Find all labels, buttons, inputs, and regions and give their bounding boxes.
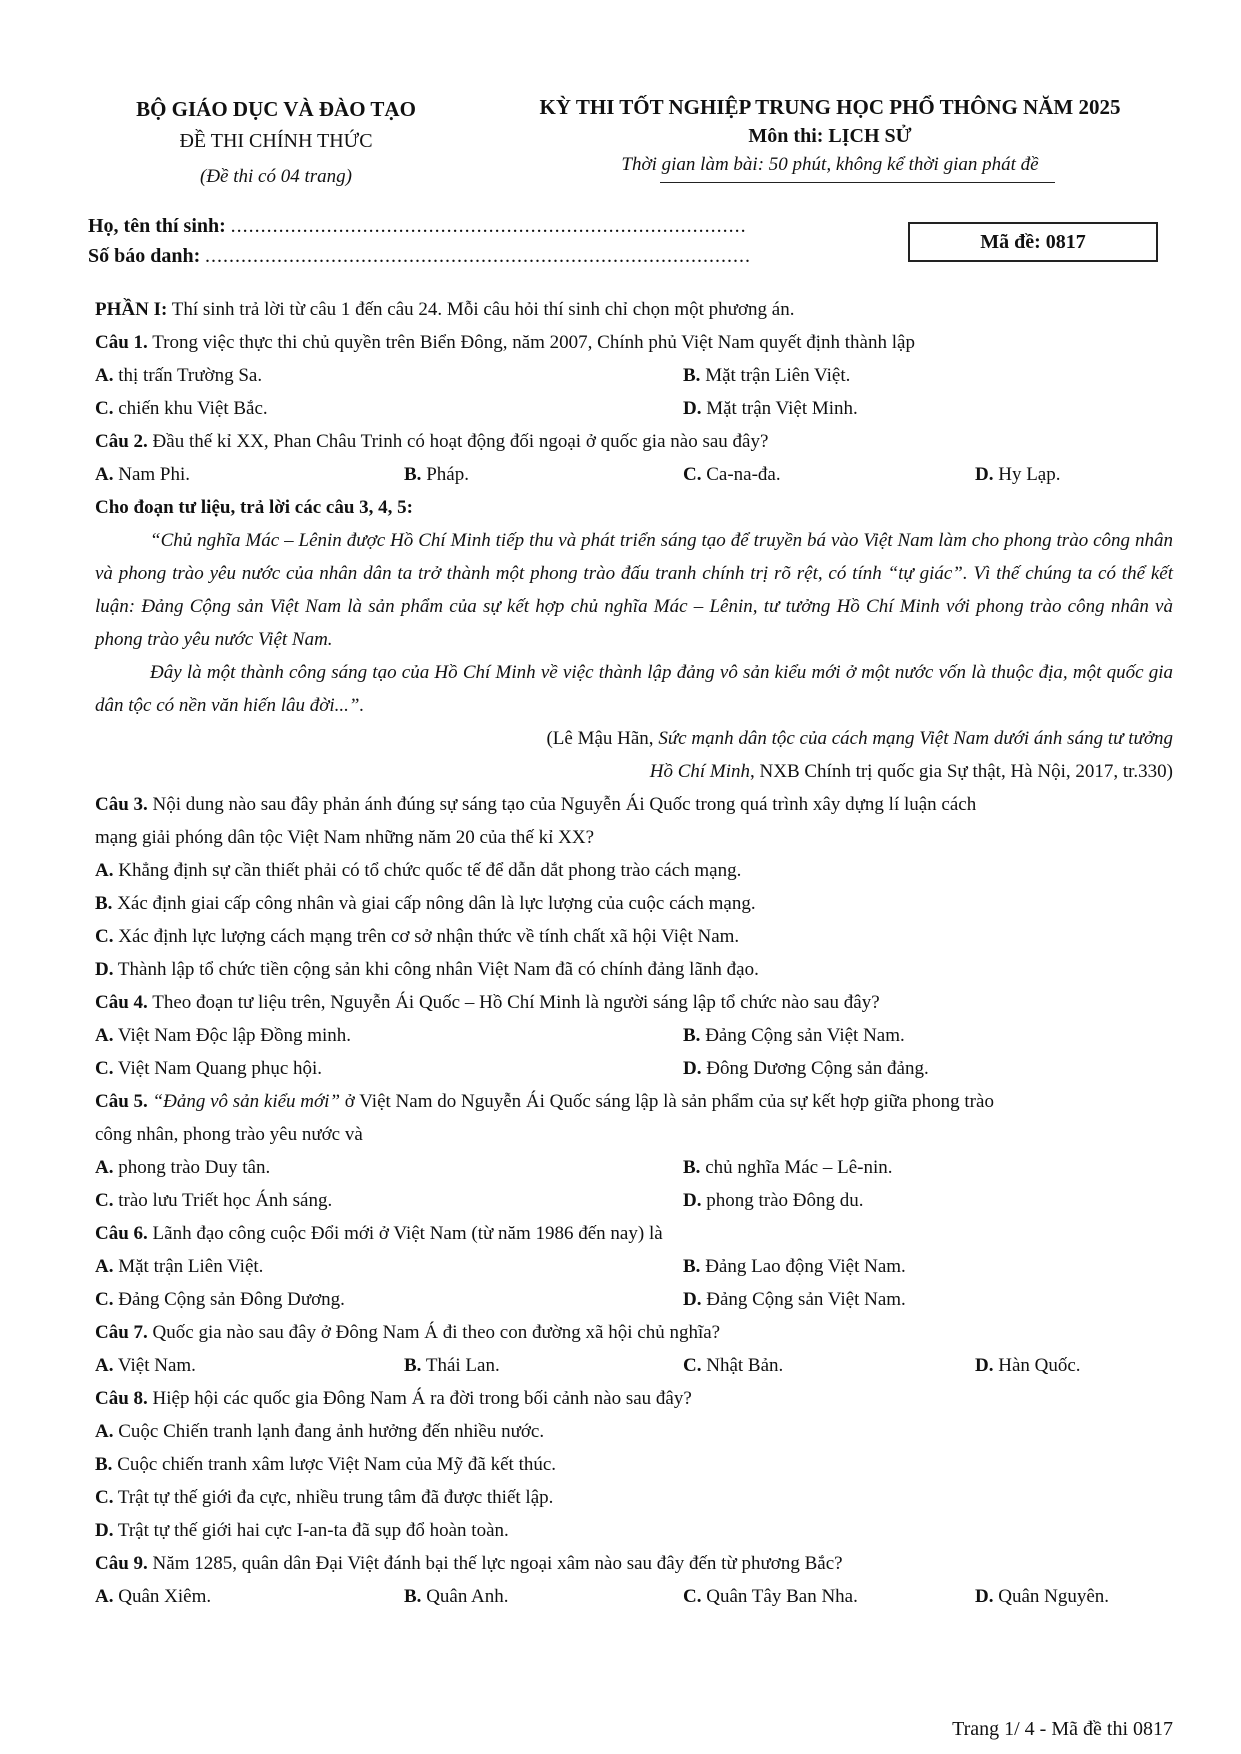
- question-1: Câu 1. Trong việc thực thi chủ quyền trên Biển Đông, năm 2007, Chính phủ Việt Nam quyết định thành lập: [95, 332, 915, 353]
- q5-option-b: B. chủ nghĩa Mác – Lê-nin.: [683, 1157, 893, 1178]
- q9-option-b: B. Quân Anh.: [404, 1586, 509, 1607]
- q6-option-c: C. Đảng Cộng sản Đông Dương.: [95, 1289, 345, 1310]
- time-underline: [660, 182, 1055, 183]
- q2-option-c: C. Ca-na-đa.: [683, 464, 781, 485]
- subject-title: Môn thi: LỊCH SỬ: [748, 125, 912, 147]
- q7-option-b: B. Thái Lan.: [404, 1355, 500, 1376]
- name-label: Họ, tên thí sinh:: [88, 215, 226, 237]
- q6-option-d: D. Đảng Cộng sản Việt Nam.: [683, 1289, 906, 1310]
- name-field: [88, 215, 747, 238]
- official-label: ĐỀ THI CHÍNH THỨC: [179, 130, 373, 152]
- exam-code-box: Mã đề: 0817: [908, 222, 1158, 262]
- question-7: Câu 7. Quốc gia nào sau đây ở Đông Nam Á đi theo con đường xã hội chủ nghĩa?: [95, 1322, 721, 1343]
- passage-source-line-1: (Lê Mậu Hãn, Sức mạnh dân tộc của cách mạng Việt Nam dưới ánh sáng tư tưởng: [546, 728, 1173, 749]
- q1-option-d: D. Mặt trận Việt Minh.: [683, 398, 858, 419]
- question-5: Câu 5. “Đảng vô sản kiểu mới” ở Việt Nam do Nguyễn Ái Quốc sáng lập là sản phẩm của sự kết hợp giữa phong trào: [95, 1091, 994, 1112]
- q8-option-b: B. Cuộc chiến tranh xâm lược Việt Nam của Mỹ đã kết thúc.: [95, 1454, 557, 1475]
- question-3: Câu 3. Nội dung nào sau đây phản ánh đúng sự sáng tạo của Nguyễn Ái Quốc trong quá trình xây dựng lí luận cách: [95, 794, 977, 815]
- passage-intro: Cho đoạn tư liệu, trả lời các câu 3, 4, 5:: [95, 497, 413, 518]
- q7-option-d: D. Hàn Quốc.: [975, 1355, 1081, 1376]
- passage-paragraph-1: “Chủ nghĩa Mác – Lênin được Hồ Chí Minh tiếp thu và phát triển sáng tạo để truyền bá vào Việt Nam làm cho phong trào công nhân và phong trào yêu nước của nhân dân ta trở thành một phong trào đấu tranh chính trị rõ rệt, có tính “tự giác”. Vì thế chúng ta có thể kết luận: Đảng Cộng sản Việt Nam là sản phẩm của sự kết hợp chủ nghĩa Mác – Lênin, tư tưởng Hồ Chí Minh với phong trào công nhân và phong trào yêu nước Việt Nam.: [95, 530, 1173, 650]
- q9-option-c: C. Quân Tây Ban Nha.: [683, 1586, 858, 1607]
- q4-option-c: C. Việt Nam Quang phục hội.: [95, 1058, 323, 1079]
- id-field: [88, 245, 751, 268]
- q6-option-a: A. Mặt trận Liên Việt.: [95, 1256, 264, 1277]
- q3-option-a: A. Khẳng định sự cần thiết phải có tổ chức quốc tế để dẫn dắt phong trào cách mạng.: [95, 860, 742, 881]
- q3-option-b: B. Xác định giai cấp công nhân và giai cấp nông dân là lực lượng của cuộc cách mạng.: [95, 893, 756, 914]
- passage-paragraph-2: Đây là một thành công sáng tạo của Hồ Chí Minh về việc thành lập đảng vô sản kiểu mới ở một nước vốn là thuộc địa, một quốc gia dân tộc có nền văn hiến lâu đời...”.: [95, 662, 1173, 716]
- time-limit: Thời gian làm bài: 50 phút, không kể thời gian phát đề: [621, 154, 1039, 175]
- id-label: Số báo danh:: [88, 245, 201, 267]
- question-4: Câu 4. Theo đoạn tư liệu trên, Nguyễn Ái Quốc – Hồ Chí Minh là người sáng lập tổ chức nào sau đây?: [95, 992, 880, 1013]
- header-left: [88, 92, 464, 194]
- q3-option-c: C. Xác định lực lượng cách mạng trên cơ sở nhận thức về tính chất xã hội Việt Nam.: [95, 926, 740, 947]
- q5-option-a: A. phong trào Duy tân.: [95, 1157, 271, 1178]
- q1-option-b: B. Mặt trận Liên Việt.: [683, 365, 851, 386]
- q2-option-b: B. Pháp.: [404, 464, 469, 485]
- part-instruction: PHẦN I: Thí sinh trả lời từ câu 1 đến câu 24. Mỗi câu hỏi thí sinh chỉ chọn một phương án.: [95, 299, 795, 320]
- passage-quote: [95, 524, 1173, 722]
- q8-option-d: D. Trật tự thế giới hai cực I-an-ta đã sụp đổ hoàn toàn.: [95, 1520, 509, 1541]
- question-5-cont: công nhân, phong trào yêu nước và: [95, 1124, 363, 1145]
- id-dots: ...........................................................................................: [205, 245, 752, 267]
- q2-option-a: A. Nam Phi.: [95, 464, 191, 485]
- question-9: Câu 9. Năm 1285, quân dân Đại Việt đánh bại thế lực ngoại xâm nào sau đây đến từ phương Bắc?: [95, 1553, 843, 1574]
- q5-option-c: C. trào lưu Triết học Ánh sáng.: [95, 1190, 333, 1211]
- q4-option-d: D. Đông Dương Cộng sản đảng.: [683, 1058, 929, 1079]
- q9-option-d: D. Quân Nguyên.: [975, 1586, 1110, 1607]
- question-6: Câu 6. Lãnh đạo công cuộc Đổi mới ở Việt Nam (từ năm 1986 đến nay) là: [95, 1223, 663, 1244]
- question-8: Câu 8. Hiệp hội các quốc gia Đông Nam Á ra đời trong bối cảnh nào sau đây?: [95, 1388, 692, 1409]
- question-3-cont: mạng giải phóng dân tộc Việt Nam những năm 20 của thế kỉ XX?: [95, 827, 595, 848]
- q6-option-b: B. Đảng Lao động Việt Nam.: [683, 1256, 906, 1277]
- page-footer: Trang 1/ 4 - Mã đề thi 0817: [952, 1718, 1173, 1740]
- q4-option-b: B. Đảng Cộng sản Việt Nam.: [683, 1025, 905, 1046]
- q8-option-a: A. Cuộc Chiến tranh lạnh đang ảnh hưởng đến nhiều nước.: [95, 1421, 545, 1442]
- q4-option-a: A. Việt Nam Độc lập Đồng minh.: [95, 1025, 352, 1046]
- ministry-name: BỘ GIÁO DỤC VÀ ĐÀO TẠO: [136, 97, 416, 121]
- name-dots: ......................................................................................: [230, 215, 747, 237]
- q1-option-c: C. chiến khu Việt Bắc.: [95, 398, 268, 419]
- q2-option-d: D. Hy Lạp.: [975, 464, 1061, 485]
- q5-option-d: D. phong trào Đông du.: [683, 1190, 864, 1211]
- q7-option-c: C. Nhật Bản.: [683, 1355, 784, 1376]
- exam-title: KỲ THI TỐT NGHIỆP TRUNG HỌC PHỔ THÔNG NĂM 2025: [539, 95, 1121, 119]
- header-right: [500, 92, 1160, 180]
- passage-source-line-2: Hồ Chí Minh, NXB Chính trị quốc gia Sự thật, Hà Nội, 2017, tr.330): [649, 761, 1173, 782]
- question-2: Câu 2. Đầu thế kỉ XX, Phan Châu Trinh có hoạt động đối ngoại ở quốc gia nào sau đây?: [95, 431, 769, 452]
- q1-option-a: A. thị trấn Trường Sa.: [95, 365, 263, 386]
- q7-option-a: A. Việt Nam.: [95, 1355, 196, 1376]
- page-count: (Đề thi có 04 trang): [200, 166, 352, 187]
- q8-option-c: C. Trật tự thế giới đa cực, nhiều trung tâm đã được thiết lập.: [95, 1487, 554, 1508]
- q3-option-d: D. Thành lập tổ chức tiền cộng sản khi công nhân Việt Nam đã có chính đảng lãnh đạo.: [95, 959, 759, 980]
- q9-option-a: A. Quân Xiêm.: [95, 1586, 212, 1607]
